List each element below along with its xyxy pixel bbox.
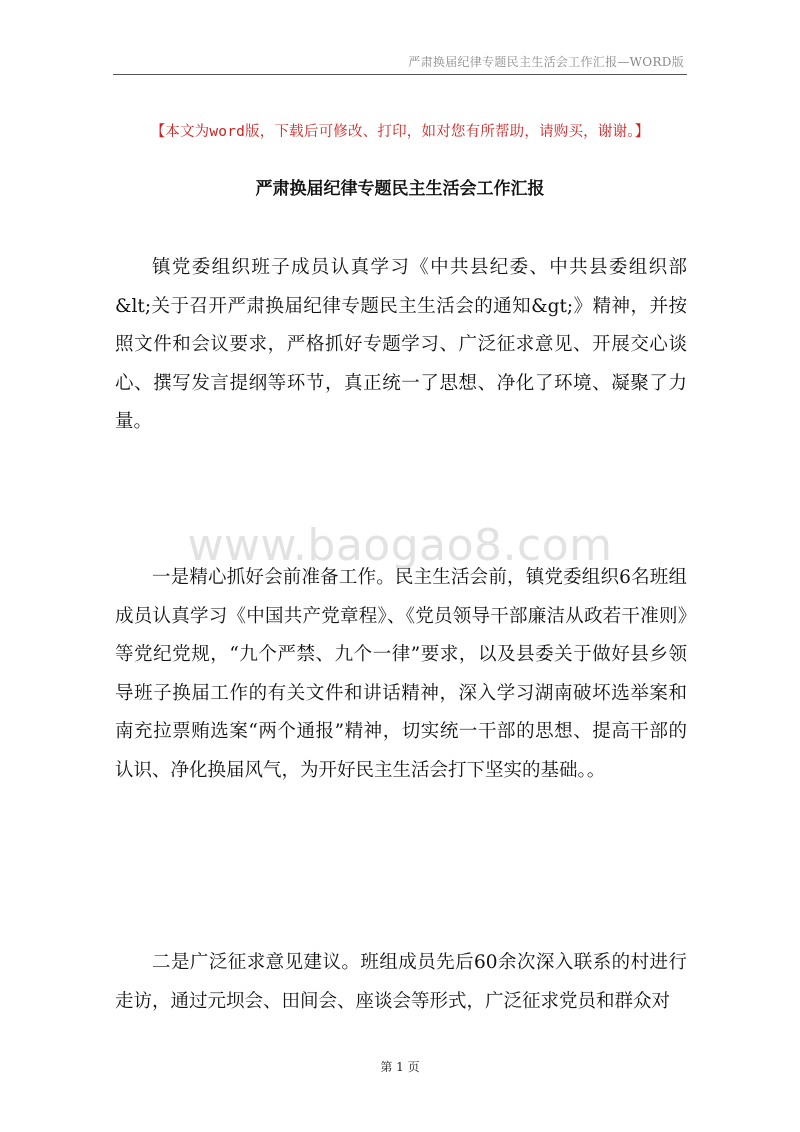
running-header: 严肃换届纪律专题民主生活会工作汇报—WORD版 [408,55,684,69]
document-title: 严肃换届纪律专题民主生活会工作汇报 [255,179,545,199]
page-number: 第 1 页 [380,1060,420,1074]
body-paragraph-3: 二是广泛征求意见建议。班组成员先后60余次深入联系的村进行走访，通过元坝会、田间会、座谈会等形式，广泛征求党员和群众对 [115,952,687,1012]
body-paragraph-1: 镇党委组织班子成员认真学习《中共县纪委、中共县委组织部&lt;关于召开严肃换届纪律专题民主生活会的通知&gt;》精神，并按照文件和会议要求，严格抓好专题学习、广泛征求意见、开展交心谈心、撰写发言提纲等环节，真正统一了思想、净化了环境、凝聚了力量。 [115,257,687,432]
header-divider [113,74,687,75]
watermark: www.baogao8.com [187,520,613,571]
body-paragraph-2: 一是精心抓好会前准备工作。民主生活会前，镇党委组织6名班组成员认真学习《中国共产党章程》、《党员领导干部廉洁从政若干准则》等党纪党规，“九个严禁、九个一律”要求，以及县委关于做好县乡领导班子换届工作的有关文件和讲话精神，深入学习湖南破坏选举案和南充拉票贿选案“两个通报”精神，切实统一干部的思想、提高干部的认识、净化换届风气，为开好民主生活会打下坚实的基础。。 [115,567,687,781]
purchase-notice: 【本文为word版，下载后可修改、打印，如对您有所帮助，请购买，谢谢。】 [150,124,650,140]
